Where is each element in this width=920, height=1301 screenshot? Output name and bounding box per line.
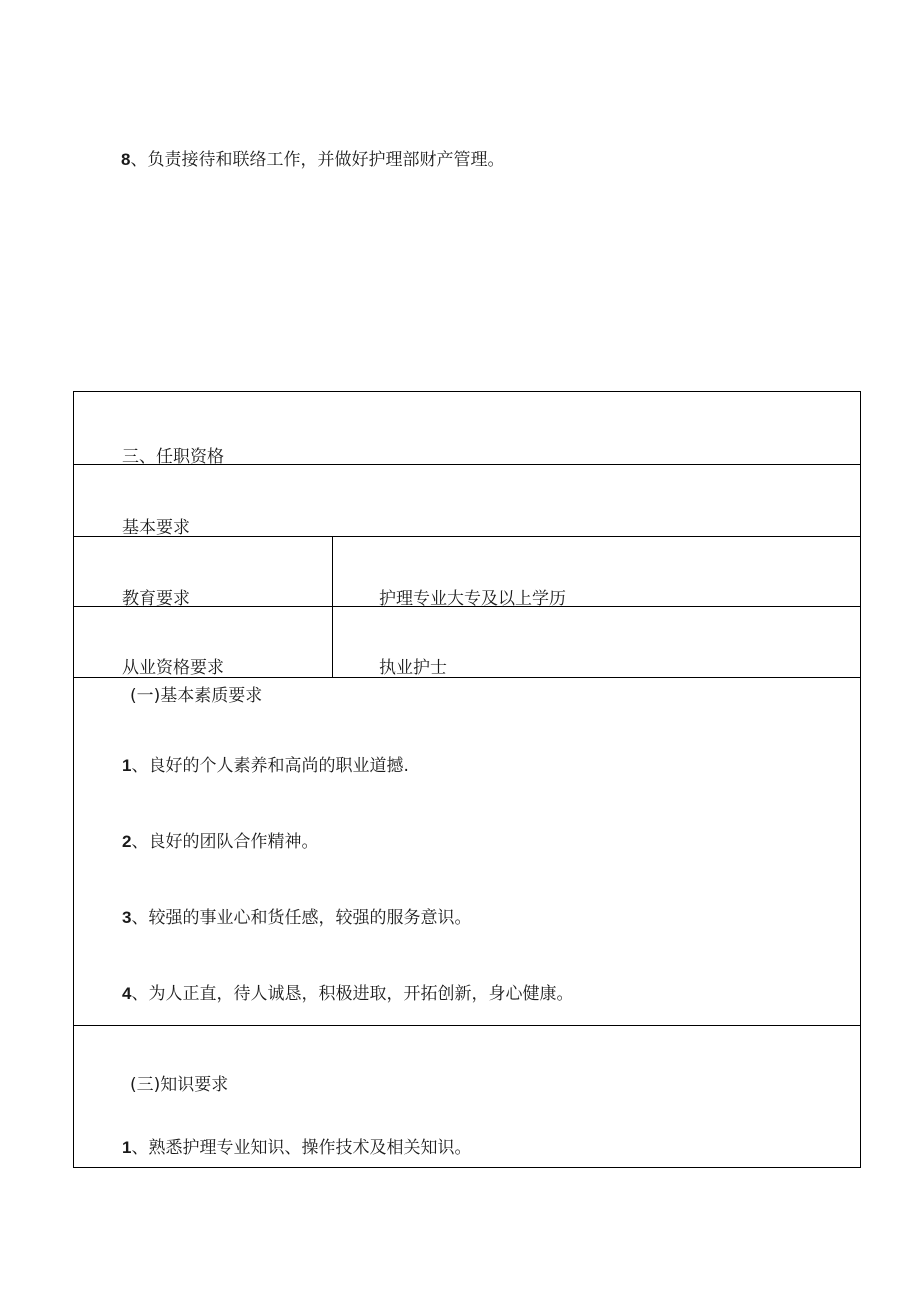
knowledge-heading: (三)知识要求	[130, 1075, 229, 1095]
qualification-label: 从业资格要求	[122, 658, 224, 678]
item-text: 、负责接待和联络工作，并做好护理部财产管理。	[130, 150, 505, 170]
basic-requirements-label: 基本要求	[122, 518, 190, 538]
item-number: 1	[122, 756, 132, 775]
item-text: 、为人正直，待人诚恳，积极进取，开拓创新，身心健康。	[131, 984, 574, 1004]
item-number: 4	[122, 984, 132, 1003]
education-label: 教育要求	[122, 589, 190, 609]
item-text: 、熟悉护理专业知识、操作技术及相关知识。	[131, 1138, 472, 1158]
column-divider	[332, 536, 333, 677]
quality-heading: (一)基本素质要求	[130, 686, 263, 706]
section-title: 三、任职资格	[122, 447, 224, 467]
item-text: 、良好的个人素养和高尚的职业道撼.	[131, 756, 409, 776]
education-value: 护理专业大专及以上学历	[379, 589, 566, 609]
knowledge-item-1	[122, 1133, 471, 1158]
item-text: 、较强的事业心和货任感，较强的服务意识。	[131, 908, 472, 928]
qualification-table	[73, 391, 861, 1168]
quality-item-3	[122, 903, 471, 928]
row-divider	[74, 1025, 860, 1026]
quality-item-2	[122, 827, 318, 852]
item-number: 2	[122, 832, 132, 851]
item-text: 、良好的团队合作精神。	[131, 832, 319, 852]
item-number: 3	[122, 908, 132, 927]
row-divider	[74, 536, 860, 537]
item-number: 1	[122, 1138, 132, 1157]
quality-item-1	[122, 751, 409, 776]
qualification-value: 执业护士	[379, 658, 447, 678]
responsibility-item-8	[121, 145, 504, 170]
quality-item-4	[122, 979, 573, 1004]
item-number: 8	[121, 150, 131, 169]
